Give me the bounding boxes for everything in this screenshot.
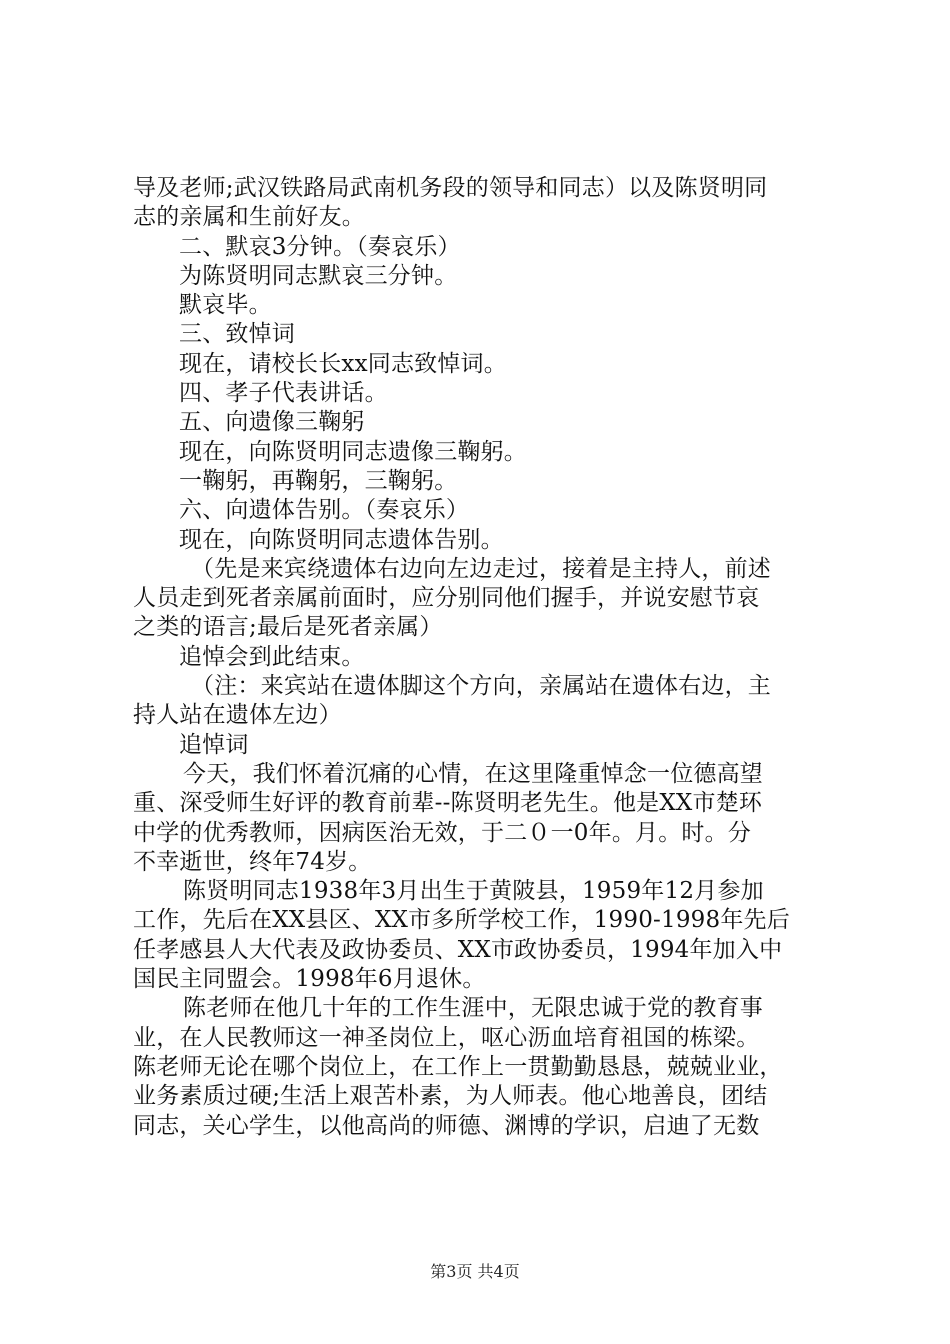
text-line: （注：来宾站在遗体脚这个方向，亲属站在遗体右边，主 <box>191 673 771 700</box>
text-line: 今天，我们怀着沉痛的心情，在这里隆重悼念一位德高望 <box>183 760 763 787</box>
text-line: 业，在人民教师这一神圣岗位上，呕心沥血培育祖国的栋梁。 <box>133 1024 760 1051</box>
text-line: 陈老师无论在哪个岗位上，在工作上一贯勤勤恳恳，兢兢业业， <box>133 1053 783 1080</box>
text-line: 业务素质过硬;生活上艰苦朴素，为人师表。他心地善良，团结 <box>133 1083 768 1110</box>
text-line: 志的亲属和生前好友。 <box>133 204 365 231</box>
eulogy-heading: 追悼词 <box>179 731 249 758</box>
text-line: 不幸逝世，终年74岁。 <box>133 848 372 875</box>
text-line: 默哀毕。 <box>179 292 272 319</box>
page-number-footer: 第3页 共4页 <box>430 1262 520 1281</box>
section-heading: 四、孝子代表讲话。 <box>179 380 388 407</box>
text-line: 任孝感县人大代表及政协委员、XX市政协委员，1994年加入中 <box>133 936 783 963</box>
text-line: 同志，关心学生，以他高尚的师德、渊博的学识，启迪了无数 <box>133 1112 760 1139</box>
text-line: 之类的语言;最后是死者亲属） <box>133 614 443 641</box>
section-heading: 五、向遗像三鞠躬 <box>179 409 365 436</box>
text-line: 一鞠躬，再鞠躬，三鞠躬。 <box>179 467 458 494</box>
text-line: 人员走到死者亲属前面时，应分别同他们握手，并说安慰节哀 <box>133 585 760 612</box>
text-line: 陈老师在他几十年的工作生涯中，无限忠诚于党的教育事 <box>183 995 763 1022</box>
text-line: 重、深受师生好评的教育前辈--陈贤明老先生。他是XX市楚环 <box>133 790 763 817</box>
text-line: 导及老师;武汉铁路局武南机务段的领导和同志）以及陈贤明同 <box>133 175 768 201</box>
document-body <box>133 174 833 1141</box>
section-heading: 三、致悼词 <box>179 321 295 348</box>
section-heading: 六、向遗体告别。（奏哀乐） <box>179 497 470 524</box>
text-line: 陈贤明同志1938年3月出生于黄陂县，1959年12月参加 <box>183 878 764 905</box>
text-line: 国民主同盟会。1998年6月退休。 <box>133 966 486 993</box>
text-line: 持人站在遗体左边） <box>133 702 342 729</box>
text-line: 现在，向陈贤明同志遗体告别。 <box>179 526 504 553</box>
text-line: 工作，先后在XX县区、XX市多所学校工作，1990-1998年先后 <box>133 907 790 934</box>
text-line: 现在，请校长长xx同志致悼词。 <box>179 350 507 377</box>
text-line: 现在，向陈贤明同志遗像三鞠躬。 <box>179 438 527 465</box>
text-line: （先是来宾绕遗体右边向左边走过，接着是主持人，前述 <box>191 555 771 582</box>
section-heading: 二、默哀3分钟。（奏哀乐） <box>179 233 461 260</box>
text-line: 追悼会到此结束。 <box>179 643 365 670</box>
text-line: 为陈贤明同志默哀三分钟。 <box>179 262 458 289</box>
text-line: 中学的优秀教师，因病医治无效，于二０一0年。月。时。分 <box>133 819 752 846</box>
